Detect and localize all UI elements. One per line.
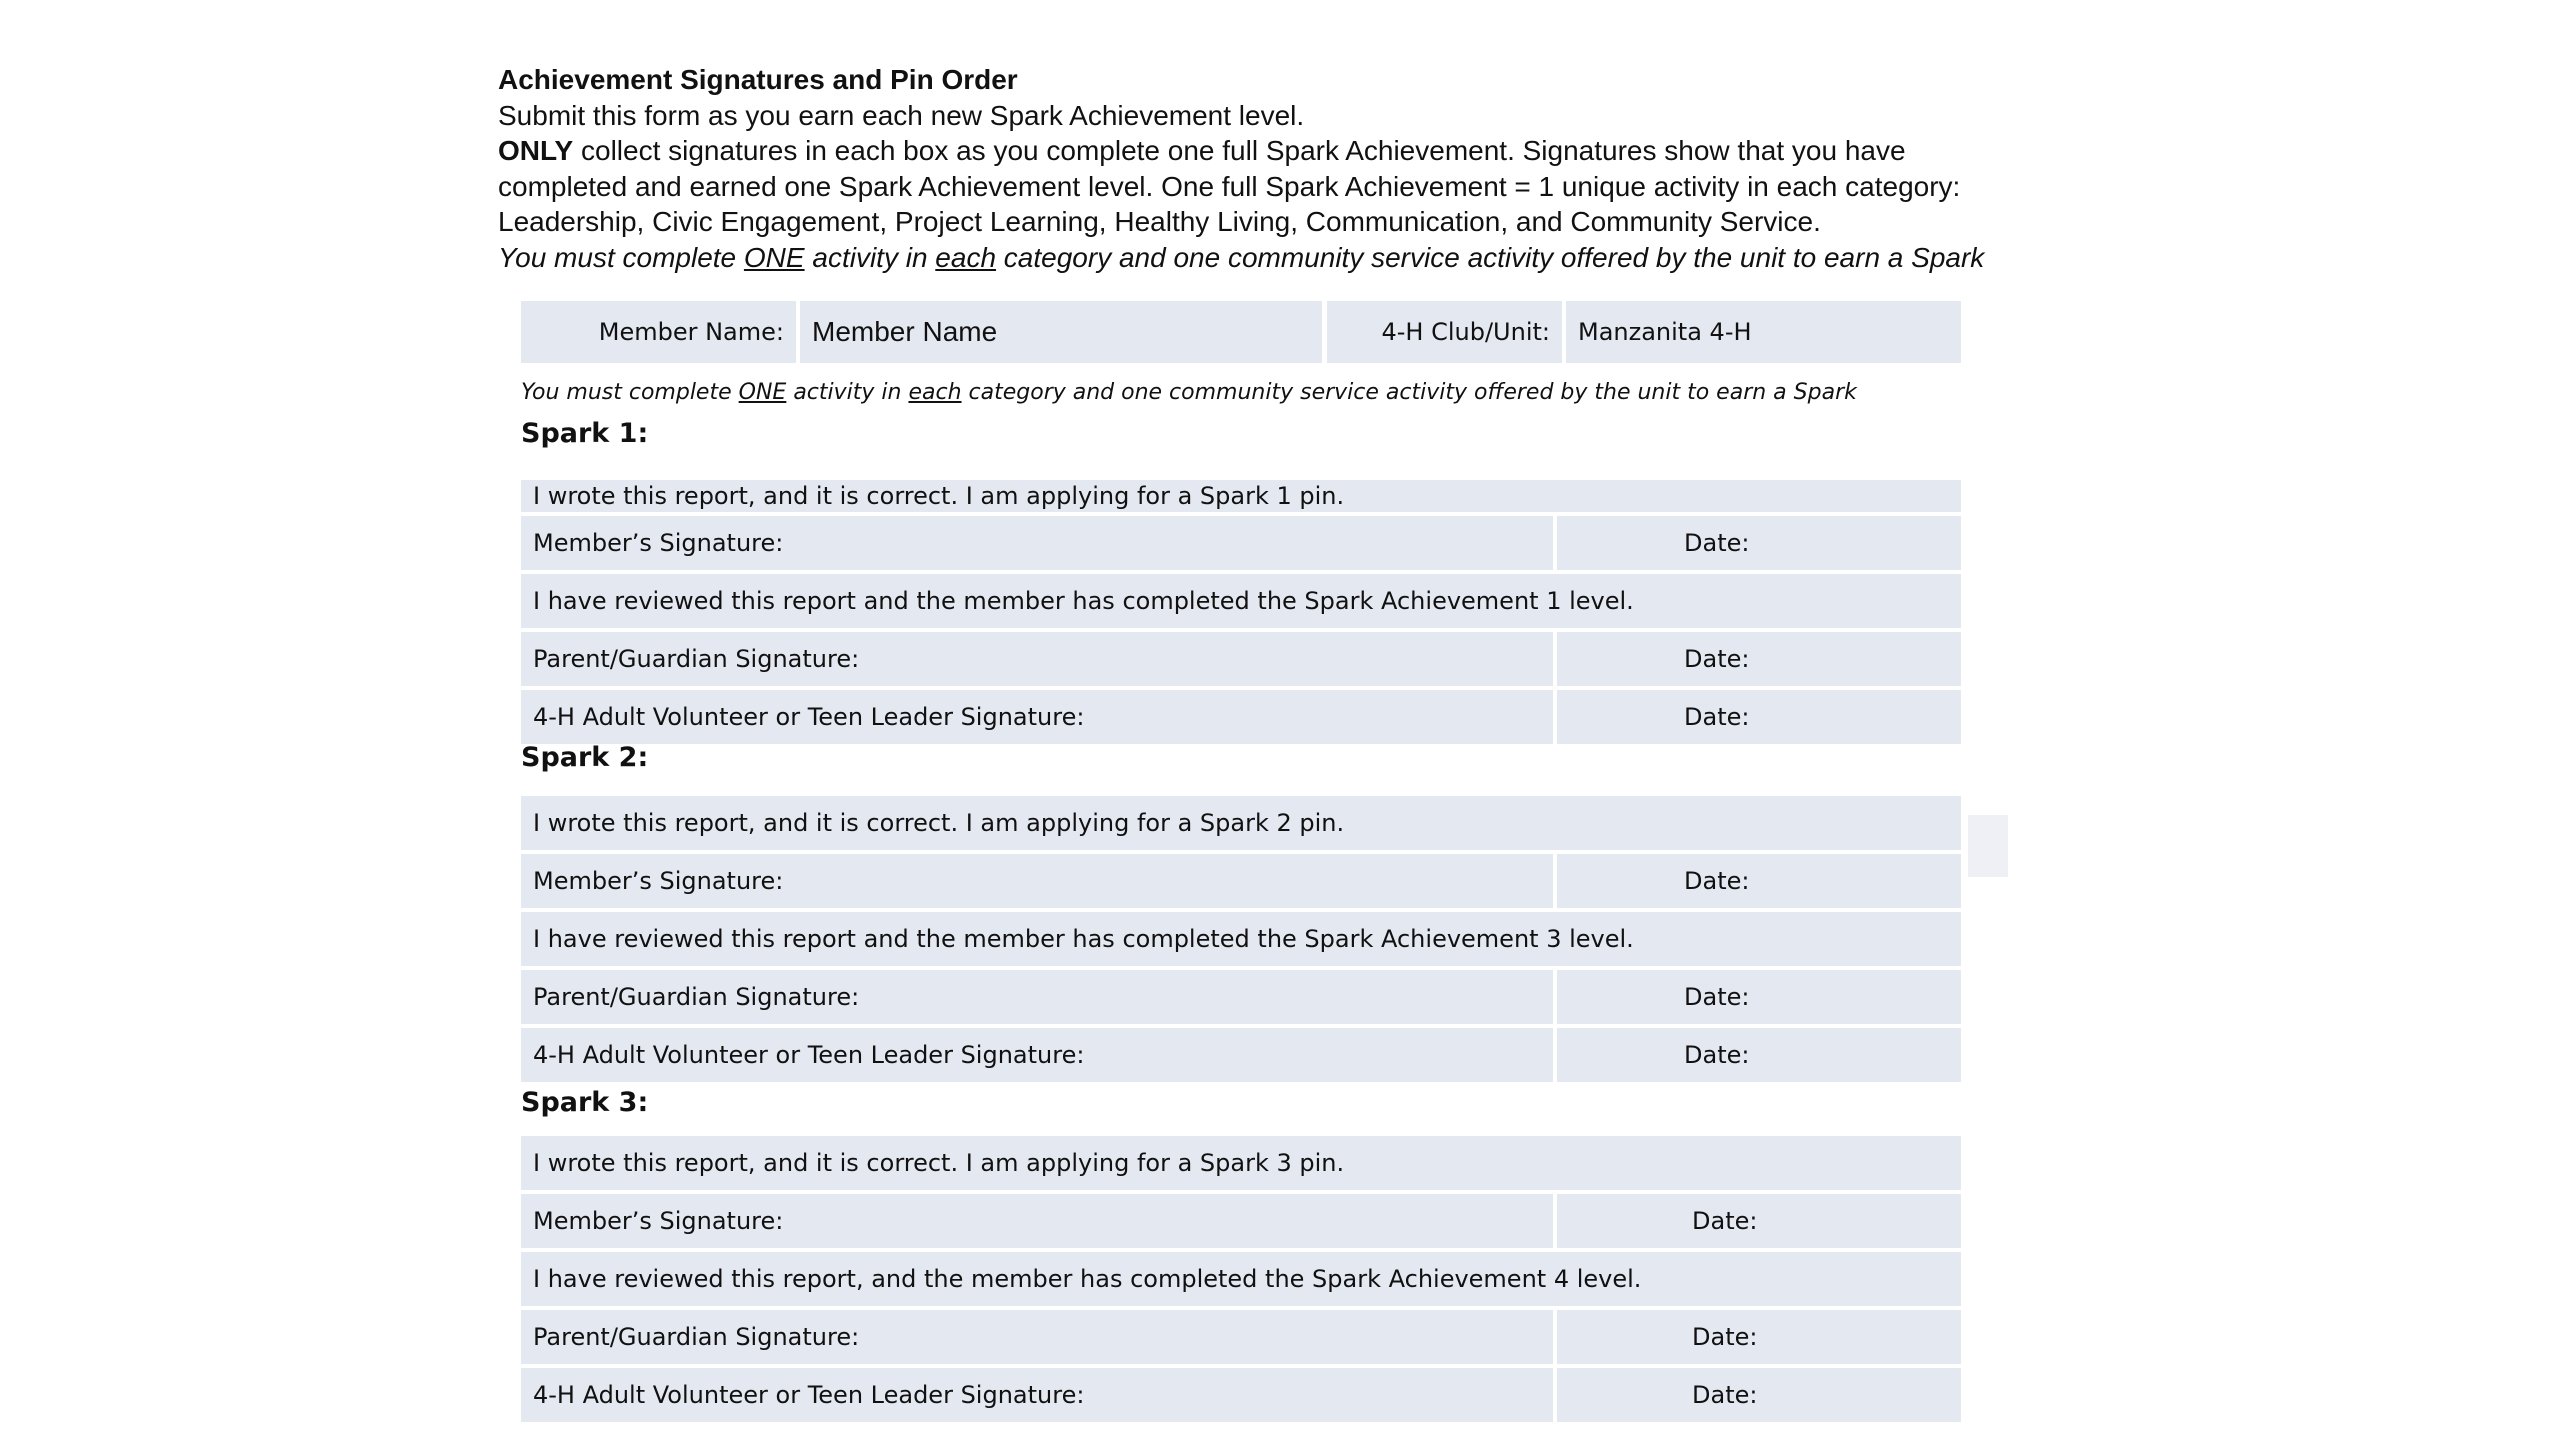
spark-3-leader-date-field[interactable]: Date: <box>1557 1368 1961 1422</box>
spark-3-applying-statement: I wrote this report, and it is correct. I am applying for a Spark 3 pin. <box>521 1136 1961 1190</box>
note-one: ONE <box>738 380 787 405</box>
spark-3-parent-date-field[interactable]: Date: <box>1557 1310 1961 1364</box>
intro-line-submit: Submit this form as you earn each new Spark Achievement level. <box>498 99 1305 131</box>
requirement-text-b: activity in <box>804 241 936 273</box>
spark-2-reviewed-statement: I have reviewed this report and the member has completed the Spark Achievement 3 level. <box>521 912 1961 966</box>
note-each: each <box>908 380 962 405</box>
spark-3-heading: Spark 3: <box>521 1087 649 1118</box>
intro-block <box>498 62 2118 275</box>
spark-2-parent-date-field[interactable]: Date: <box>1557 970 1961 1024</box>
intro-line-requirement <box>498 240 2118 276</box>
spark-2-heading: Spark 2: <box>521 742 649 773</box>
member-name-label: Member Name: <box>521 301 796 363</box>
spark-1-leader-signature-field[interactable]: 4-H Adult Volunteer or Teen Leader Signature: <box>521 690 1553 744</box>
requirement-text-c: category and one community service activity offered by the unit to earn a Spark <box>996 241 1985 273</box>
member-name-field[interactable]: Member Name <box>800 301 1322 363</box>
spark-3-leader-signature-field[interactable]: 4-H Adult Volunteer or Teen Leader Signature: <box>521 1368 1553 1422</box>
note-text-a: You must complete <box>521 380 739 405</box>
spark-2-member-signature-field[interactable]: Member’s Signature: <box>521 854 1553 908</box>
requirement-text-a: You must complete <box>498 241 744 273</box>
note-text-b: activity in <box>786 380 909 405</box>
spark-1-parent-date-field[interactable]: Date: <box>1557 632 1961 686</box>
requirement-note <box>521 380 1857 405</box>
spark-1-member-signature-field[interactable]: Member’s Signature: <box>521 516 1553 570</box>
spark-2-parent-signature-field[interactable]: Parent/Guardian Signature: <box>521 970 1553 1024</box>
only-emphasis: ONLY <box>498 135 574 166</box>
intro-line-only <box>498 133 2118 169</box>
spark-1-reviewed-statement: I have reviewed this report and the member has completed the Spark Achievement 1 level. <box>521 574 1961 628</box>
spark-2-leader-date-field[interactable]: Date: <box>1557 1028 1961 1082</box>
spark-1-member-date-field[interactable]: Date: <box>1557 516 1961 570</box>
requirement-each: each <box>935 241 997 273</box>
empty-field-fragment <box>1968 815 2008 877</box>
intro-line-completed: completed and earned one Spark Achievement level. One full Spark Achievement = 1 unique activity in each category: <box>498 170 1961 202</box>
club-unit-label: 4-H Club/Unit: <box>1327 301 1562 363</box>
page-title: Achievement Signatures and Pin Order <box>498 64 1018 95</box>
note-text-c: category and one community service activity offered by the unit to earn a Spark <box>961 380 1857 405</box>
spark-2-member-date-field[interactable]: Date: <box>1557 854 1961 908</box>
spark-1-heading: Spark 1: <box>521 418 649 449</box>
spark-1-applying-statement: I wrote this report, and it is correct. I am applying for a Spark 1 pin. <box>521 480 1961 512</box>
spark-1-leader-date-field[interactable]: Date: <box>1557 690 1961 744</box>
spark-3-reviewed-statement: I have reviewed this report, and the member has completed the Spark Achievement 4 level. <box>521 1252 1961 1306</box>
spark-3-member-signature-field[interactable]: Member’s Signature: <box>521 1194 1553 1248</box>
spark-1-parent-signature-field[interactable]: Parent/Guardian Signature: <box>521 632 1553 686</box>
spark-2-applying-statement: I wrote this report, and it is correct. I am applying for a Spark 2 pin. <box>521 796 1961 850</box>
spark-2-leader-signature-field[interactable]: 4-H Adult Volunteer or Teen Leader Signature: <box>521 1028 1553 1082</box>
club-unit-field[interactable]: Manzanita 4-H <box>1566 301 1961 363</box>
spark-3-parent-signature-field[interactable]: Parent/Guardian Signature: <box>521 1310 1553 1364</box>
intro-line-categories: Leadership, Civic Engagement, Project Learning, Healthy Living, Communication, and Community Service. <box>498 206 1821 237</box>
spark-3-member-date-field[interactable]: Date: <box>1557 1194 1961 1248</box>
requirement-one: ONE <box>743 241 805 273</box>
intro-line-only-rest: collect signatures in each box as you complete one full Spark Achievement. Signatures show that you have <box>573 135 1906 166</box>
